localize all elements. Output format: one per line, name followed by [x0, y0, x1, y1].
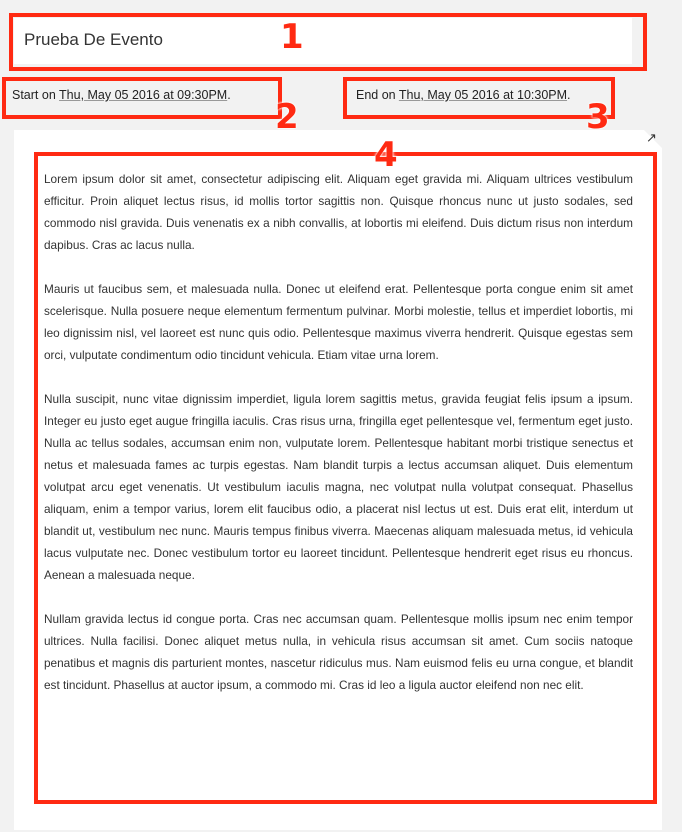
expand-arrow-icon[interactable]: ↗ — [646, 130, 657, 145]
start-date-link[interactable]: Thu, May 05 2016 at 09:30PM — [59, 88, 228, 102]
callout-number-2: 2 — [275, 97, 299, 137]
callout-box-description — [34, 152, 657, 804]
callout-number-3: 3 — [586, 97, 610, 137]
end-prefix: End on — [356, 88, 399, 102]
description-paragraph: Nullam gravida lectus id congue porta. Cras nec accumsan quam. Pellentesque mollis ipsum nec enim tempor ultrices. Nulla facilisi. Donec aliquet metus nulla, in vehicula risus accumsan sit amet. Cum sociis natoque penatibus et magnis dis parturient montes, nascetur ridiculus mus. Nam euismod felis eu urna congue, et blandit est tincidunt. Phasellus at auctor ipsum, a commodo mi. Cras id leo a ligula auctor eleifend non nec elit. — [44, 612, 633, 692]
end-suffix: . — [567, 88, 571, 102]
callout-box-end-date — [343, 77, 615, 119]
start-suffix: . — [227, 88, 231, 102]
start-prefix: Start on — [12, 88, 60, 102]
callout-box-title — [9, 13, 647, 71]
description-paragraph: Lorem ipsum dolor sit amet, consectetur adipiscing elit. Aliquam eget gravida mi. Aliquam ultrices vestibulum efficitur. Proin aliquet lectus risus, id mollis tortor sagittis non. Quisque rhoncus nunc ut justo sodales, sed commodo nisl gravida. Duis venenatis ex a nibh convallis, at lobortis mi eleifend. Duis dictum risus non interdum dapibus. Cras ac lacus nulla. — [44, 172, 633, 252]
event-title-text: Prueba De Evento — [24, 30, 163, 49]
callout-number-1: 1 — [280, 17, 304, 57]
end-date-link[interactable]: Thu, May 05 2016 at 10:30PM — [398, 88, 568, 102]
description-paragraph: Nulla suscipit, nunc vitae dignissim imperdiet, ligula lorem sagittis metus, gravida feugiat felis ipsum a ipsum. Integer eu justo eget augue fringilla iaculis. Cras risus urna, fringilla eget pellentesque vel, fermentum eget justo. Nulla ac tellus sodales, accumsan enim non, vulputate lorem. Pellentesque habitant morbi tristique senectus et netus et malesuada fames ac turpis egestas. Nam blandit turpis a lectus accumsan aliquet. Duis elementum volutpat arcu eget venenatis. Ut vestibulum iaculis magna, nec volutpat nulla volutpat consequat. Phasellus aliquam, enim a tempor varius, lorem elit faucibus odio, a placerat nisl lectus ut est. Duis erat elit, interdum ut blandit ut, vestibulum nec nunc. Mauris tempus finibus viverra. Maecenas aliquam malesuada metus, id vehicula lacus vulputate nec. Donec vestibulum tortor eu laoreet tincidunt. Pellentesque hendrerit eget risus eu rhoncus. Aenean a malesuada neque. — [44, 392, 633, 582]
callout-box-start-date — [2, 77, 282, 119]
callout-number-4: 4 — [374, 135, 398, 175]
description-paragraph: Mauris ut faucibus sem, et malesuada nulla. Donec ut eleifend erat. Pellentesque porta congue enim sit amet scelerisque. Nulla posuere neque elementum fermentum pulvinar. Morbi molestie, tellus et imperdiet lobortis, mi leo dignissim nisl, vel laoreet est nunc quis odio. Pellentesque maximus viverra hendrerit. Quisque egestas sem orci, vulputate condimentum odio tincidunt vehicula. Etiam vitae urna lorem. — [44, 282, 633, 362]
